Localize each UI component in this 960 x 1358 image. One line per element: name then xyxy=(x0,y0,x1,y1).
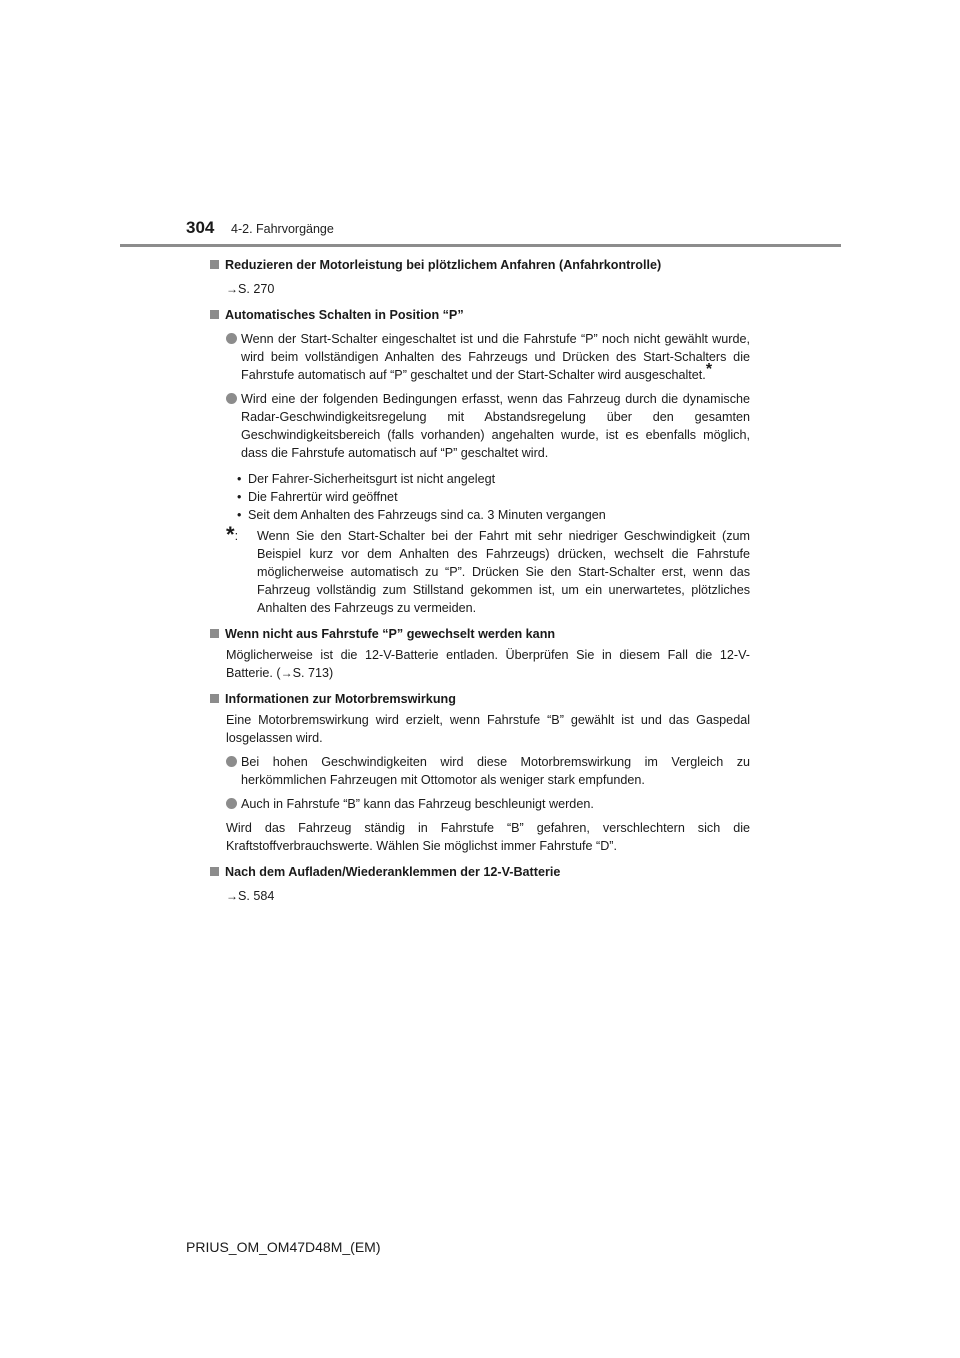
body-paragraph: Eine Motorbremswirkung wird erzielt, wenn Fahrstufe “B” gewählt ist und das Gaspedal losgelassen wird. xyxy=(226,713,750,745)
square-bullet-icon xyxy=(210,260,219,269)
section-heading xyxy=(210,625,750,643)
bullet-item xyxy=(210,753,750,789)
list-marker: • xyxy=(237,472,242,486)
section-title: Reduzieren der Motorleistung bei plötzlichem Anfahren (Anfahrkontrolle) xyxy=(225,258,662,272)
paren: ( xyxy=(276,666,281,680)
bullet-text: Wenn der Start-Schalter eingeschaltet ist und die Fahrstufe “P” noch nicht gewählt wurde, wird beim vollständigen Anhalten des Fahrzeugs und Drücken des Start-Schalters die Fahrstufe automatisch auf “P” geschaltet und der Start-Schalter wird ausgeschaltet. xyxy=(241,332,750,382)
asterisk-marker: * xyxy=(705,360,713,378)
footnote-colon: : xyxy=(234,529,239,543)
list-marker: • xyxy=(237,490,242,504)
paragraph-text: Möglicherweise ist die 12-V-Batterie entladen. Überprüfen Sie in diesem Fall die 12-V-Batterie. xyxy=(226,648,750,680)
chapter-title: 4-2. Fahrvorgänge xyxy=(231,222,334,236)
footnote-asterisk: * xyxy=(226,522,235,547)
list-item-text: Der Fahrer-Sicherheitsgurt ist nicht angelegt xyxy=(248,472,496,486)
bullet-text: Auch in Fahrstufe “B” kann das Fahrzeug beschleunigt werden. xyxy=(241,797,594,811)
square-bullet-icon xyxy=(210,694,219,703)
page-reference[interactable] xyxy=(210,280,750,298)
arrow-icon: → xyxy=(280,666,293,680)
list-item-text: Seit dem Anhalten des Fahrzeugs sind ca. 3 Minuten vergangen xyxy=(248,508,606,522)
bullet-text: Wird eine der folgenden Bedingungen erfasst, wenn das Fahrzeug durch die dynamische Radar-Geschwindigkeitsregelung mit Abstandsregelung über den gesamten Geschwindigkeitsbereich (falls vorhanden) angehalten wurde, ist es ebenfalls möglich, dass die Fahrstufe automatisch auf “P” geschaltet wird. xyxy=(241,392,750,460)
section-heading xyxy=(210,306,750,324)
section-title: Nach dem Aufladen/Wiederanklemmen der 12-V-Batterie xyxy=(225,865,561,879)
reference-text: S. 270 xyxy=(238,282,275,296)
section-heading xyxy=(210,863,750,881)
square-bullet-icon xyxy=(210,629,219,638)
list-marker: • xyxy=(237,508,242,522)
bullet-item xyxy=(210,795,750,813)
section-title: Automatisches Schalten in Position “P” xyxy=(225,308,464,322)
round-bullet-icon xyxy=(226,393,237,404)
body-paragraph: Wird das Fahrzeug ständig in Fahrstufe “B” gefahren, verschlechtern sich die Kraftstoffverbrauchswerte. Wählen Sie möglichst immer Fahrstufe “D”. xyxy=(226,821,750,853)
square-bullet-icon xyxy=(210,867,219,876)
reference-text: S. 584 xyxy=(238,889,275,903)
arrow-icon: → xyxy=(226,282,238,296)
list-item xyxy=(237,506,750,524)
bullet-item xyxy=(210,390,750,462)
body-paragraph xyxy=(210,646,750,682)
page-number: 304 xyxy=(186,218,215,237)
header-divider xyxy=(120,244,841,247)
footnote-text: Wenn Sie den Start-Schalter bei der Fahrt mit sehr niedriger Geschwindigkeit (zum Beispiel kurz vor dem Anhalten des Fahrzeugs) drücken, wechselt die Fahrstufe möglicherweise automatisch zu “P”. Drücken Sie den Start-Schalter erst, wenn das Fahrzeug vollständig zum Stillstand gekommen ist, um ein unerwartetes, plötzliches Anhalten des Fahrzeugs zu vermeiden. xyxy=(257,529,750,615)
page-reference[interactable] xyxy=(276,666,333,680)
round-bullet-icon xyxy=(226,798,237,809)
section-title: Informationen zur Motorbremswirkung xyxy=(225,692,456,706)
section-heading xyxy=(210,256,750,274)
round-bullet-icon xyxy=(226,333,237,344)
section-heading xyxy=(210,690,750,708)
condition-list xyxy=(210,470,750,524)
list-item-text: Die Fahrertür wird geöffnet xyxy=(248,490,398,504)
list-item xyxy=(237,470,750,488)
section-title: Wenn nicht aus Fahrstufe “P” gewechselt werden kann xyxy=(225,627,556,641)
round-bullet-icon xyxy=(226,756,237,767)
footer-doc-code: PRIUS_OM_OM47D48M_(EM) xyxy=(186,1239,381,1255)
bullet-text: Bei hohen Geschwindigkeiten wird diese Motorbremswirkung im Vergleich zu herkömmlichen Fahrzeugen mit Ottomotor als weniger stark empfunden. xyxy=(241,755,750,787)
square-bullet-icon xyxy=(210,310,219,319)
arrow-icon: → xyxy=(226,889,238,903)
page-content xyxy=(210,256,750,905)
reference-text: S. 713) xyxy=(292,666,334,680)
footnote xyxy=(210,522,750,617)
page-reference[interactable] xyxy=(210,887,750,905)
bullet-item xyxy=(210,330,750,384)
list-item xyxy=(237,488,750,506)
